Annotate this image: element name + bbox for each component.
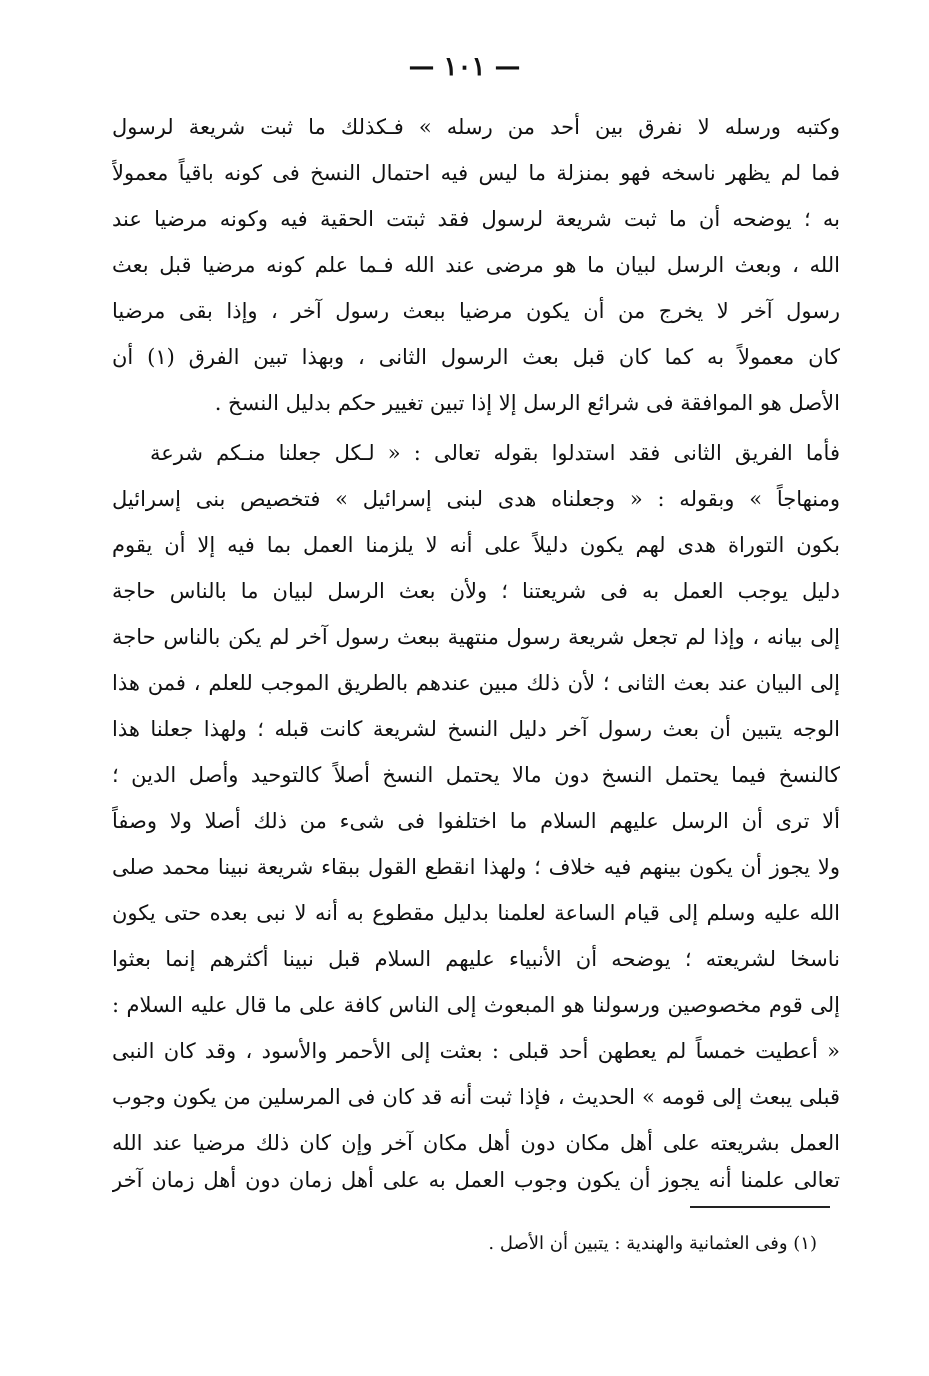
text-line: إلى بيانه ، وإذا لم تجعل شريعة رسول منتهية ببعث رسول آخر لم يكن بالناس حاجة [112, 625, 840, 649]
text-line: كالنسخ فيما يحتمل النسخ دون مالا يحتمل النسخ أصلاً كالتوحيد وأصل الدين ؛ [112, 763, 840, 787]
text-line: وكتبه ورسله لا نفرق بين أحد من رسله » فـكذلك ما ثبت شريعة لرسول [112, 115, 840, 139]
footnote-divider [690, 1206, 830, 1208]
text-line: دليل يوجب العمل به فى شريعتنا ؛ ولأن بعث الرسل لبيان ما بالناس حاجة [112, 579, 840, 603]
text-line: « أعطيت خمساً لم يعطهن أحد قبلى : بعثت إلى الأحمر والأسود ، وقد كان النبى [112, 1039, 840, 1063]
text-line: رسول آخر لا يخرج من أن يكون مرضيا ببعث رسول آخر ، وإذا بقى مرضيا [112, 299, 840, 323]
footnote: (١) وفى العثمانية والهندية : يتبين أن الأصل . [488, 1233, 817, 1254]
page-number: — ١٠١ — [408, 52, 521, 82]
text-line: الأصل هو الموافقة فى شرائع الرسل إلا إذا تبين تغيير حكم بدليل النسخ . [214, 391, 840, 415]
text-line: كان معمولاً به كما كان قبل بعث الرسول الثانى ، وبهذا تبين الفرق (١) أن [112, 345, 840, 369]
text-line: به ؛ يوضحه أن ما ثبت شريعة لرسول فقد ثبتت الحقية فيه وكونه مرضيا عند [112, 207, 840, 231]
text-line: ولا يجوز أن يكون بينهم فيه خلاف ؛ ولهذا انقطع القول ببقاء شريعة نبينا محمد صلى [112, 855, 840, 879]
text-line: الله ، وبعث الرسل لبيان ما هو مرضى عند الله فـما علم كونه مرضيا قبل بعث [112, 253, 840, 277]
text-line: تعالى علمنا أنه يجوز أن يكون وجوب العمل به على أهل زمان دون أهل زمان آخر [112, 1168, 840, 1192]
text-line: فما لم يظهر ناسخه فهو بمنزلة ما ليس فيه احتمال النسخ فى كونه باقياً معمولاً [112, 161, 840, 185]
text-line: إلى البيان عند بعث الثانى ؛ لأن ذلك مبين عندهم بالطريق الموجب للعلم ، فمن هذا [112, 671, 840, 695]
text-line: بكون التوراة هدى لهم يكون دليلاً على أنه لا يلزمنا العمل بما فيه إلا أن يقوم [112, 533, 840, 557]
text-line: فأما الفريق الثانى فقد استدلوا بقوله تعالى : « لـكل جعلنا منـكم شرعة [150, 441, 840, 465]
text-line: ألا ترى أن الرسل عليهم السلام ما اختلفوا فى شىء من ذلك أصلا ولا وصفاً [112, 809, 840, 833]
text-line: الله عليه وسلم إلى قيام الساعة لعلمنا بدليل مقطوع به أنه لا نبى بعده حتى يكون [112, 901, 840, 925]
text-line: قبلى يبعث إلى قومه » الحديث ، فإذا ثبت أنه قد كان فى المرسلين من يكون وجوب [112, 1085, 840, 1109]
text-line: ومنهاجاً » وبقوله : « وجعلناه هدى لبنى إسرائيل » فتخصيص بنى إسرائيل [112, 487, 840, 511]
text-line: العمل بشريعته على أهل مكان دون أهل مكان آخر وإن كان ذلك مرضيا عند الله [112, 1131, 840, 1155]
text-line: ناسخا لشريعته ؛ يوضحه أن الأنبياء عليهم السلام قبل نبينا أكثرهم إنما بعثوا [112, 947, 840, 971]
text-line: إلى قوم مخصوصين ورسولنا هو المبعوث إلى الناس كافة على ما قال عليه السلام : [112, 993, 840, 1017]
text-line: الوجه يتبين أن بعث رسول آخر دليل النسخ لشريعة كانت قبله ؛ ولهذا جعلنا هذا [112, 717, 840, 741]
